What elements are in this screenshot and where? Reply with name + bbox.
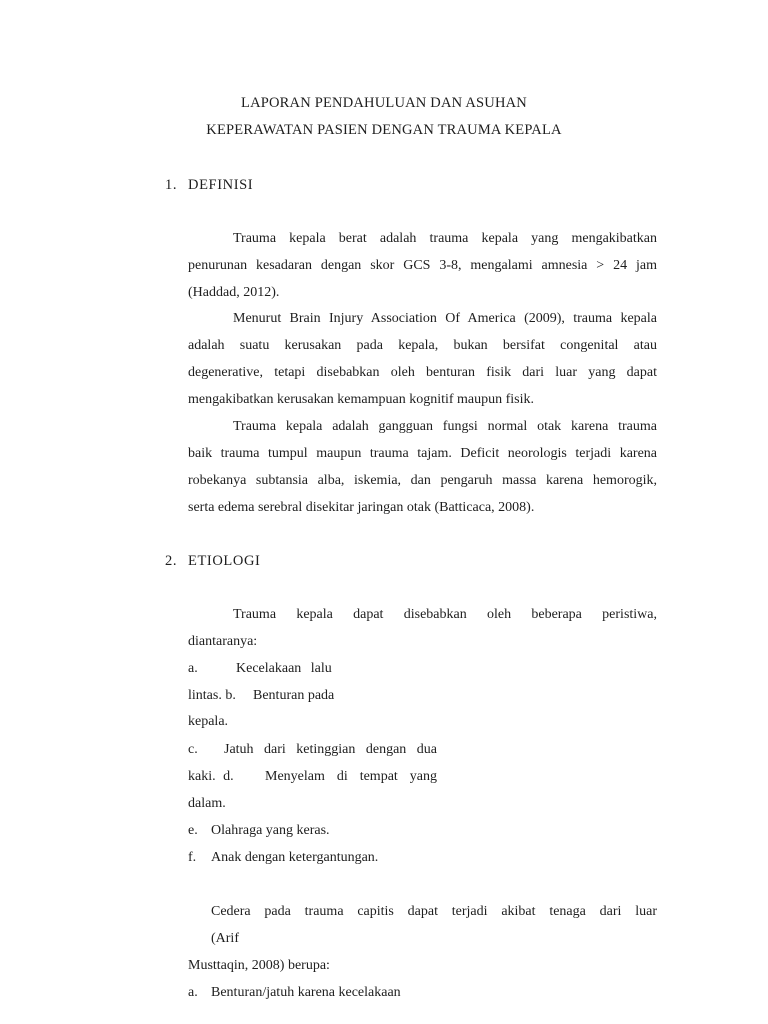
- list-item-text: Benturan/jatuh karena kecelakaan: [211, 985, 401, 1000]
- paragraph-line: Cedera pada trauma capitis dapat terjadi akibat tenaga dari luar: [211, 904, 657, 919]
- document-title-line-2: KEPERAWATAN PASIEN DENGAN TRAUMA KEPALA: [206, 122, 562, 138]
- list-marker: a.: [188, 985, 198, 1000]
- list-item-text: Jatuh dari ketinggian dengan dua: [224, 742, 437, 757]
- section-title: DEFINISI: [188, 177, 254, 193]
- section-heading-definisi: [165, 177, 253, 194]
- list-item-text: lintas. b.: [188, 688, 236, 703]
- list-item-text: Benturan pada: [253, 688, 335, 703]
- paragraph-line: (Arif: [211, 931, 239, 946]
- section-heading-etiologi: [165, 553, 260, 570]
- list-marker: f.: [188, 850, 197, 865]
- section-number: 2.: [165, 553, 178, 569]
- list-item-text: Anak dengan ketergantungan.: [211, 850, 379, 865]
- paragraph-line: robekanya subtansia alba, iskemia, dan pengaruh massa karena hemorogik,: [188, 473, 657, 488]
- paragraph-line: Trauma kepala adalah gangguan fungsi normal otak karena trauma: [233, 419, 657, 434]
- paragraph-line: baik trauma tumpul maupun trauma tajam. Deficit neorologis terjadi karena: [188, 446, 657, 461]
- paragraph-line: Trauma kepala dapat disebabkan oleh beberapa peristiwa,: [233, 607, 657, 622]
- list-item-text: Olahraga yang keras.: [211, 823, 330, 838]
- section-number: 1.: [165, 177, 178, 193]
- paragraph-line: Musttaqin, 2008) berupa:: [188, 958, 330, 973]
- list-marker: a.: [188, 661, 198, 676]
- list-item-text: Menyelam di tempat yang: [265, 769, 437, 784]
- paragraph-line: Menurut Brain Injury Association Of America (2009), trauma kepala: [233, 311, 657, 326]
- document-title-line-1: LAPORAN PENDAHULUAN DAN ASUHAN: [241, 95, 527, 111]
- section-title: ETIOLOGI: [188, 553, 261, 569]
- paragraph-line: Trauma kepala berat adalah trauma kepala yang mengakibatkan: [233, 231, 657, 246]
- paragraph-line: (Haddad, 2012).: [188, 285, 280, 300]
- list-marker: e.: [188, 823, 198, 838]
- paragraph-line: serta edema serebral disekitar jaringan otak (Batticaca, 2008).: [188, 500, 535, 515]
- list-marker: c.: [188, 742, 198, 757]
- paragraph-line: degenerative, tetapi disebabkan oleh benturan fisik dari luar yang dapat: [188, 365, 657, 380]
- paragraph-line: mengakibatkan kerusakan kemampuan kognitif maupun fisik.: [188, 392, 535, 407]
- list-item-text: kaki. d.: [188, 769, 234, 784]
- paragraph-line: penurunan kesadaran dengan skor GCS 3-8, mengalami amnesia > 24 jam: [188, 258, 657, 273]
- paragraph-line: diantaranya:: [188, 634, 258, 649]
- paragraph-line: adalah suatu kerusakan pada kepala, bukan bersifat congenital atau: [188, 338, 657, 353]
- list-item-text: dalam.: [188, 796, 226, 811]
- list-item-text: kepala.: [188, 714, 229, 729]
- list-item-text: Kecelakaan lalu: [236, 661, 332, 676]
